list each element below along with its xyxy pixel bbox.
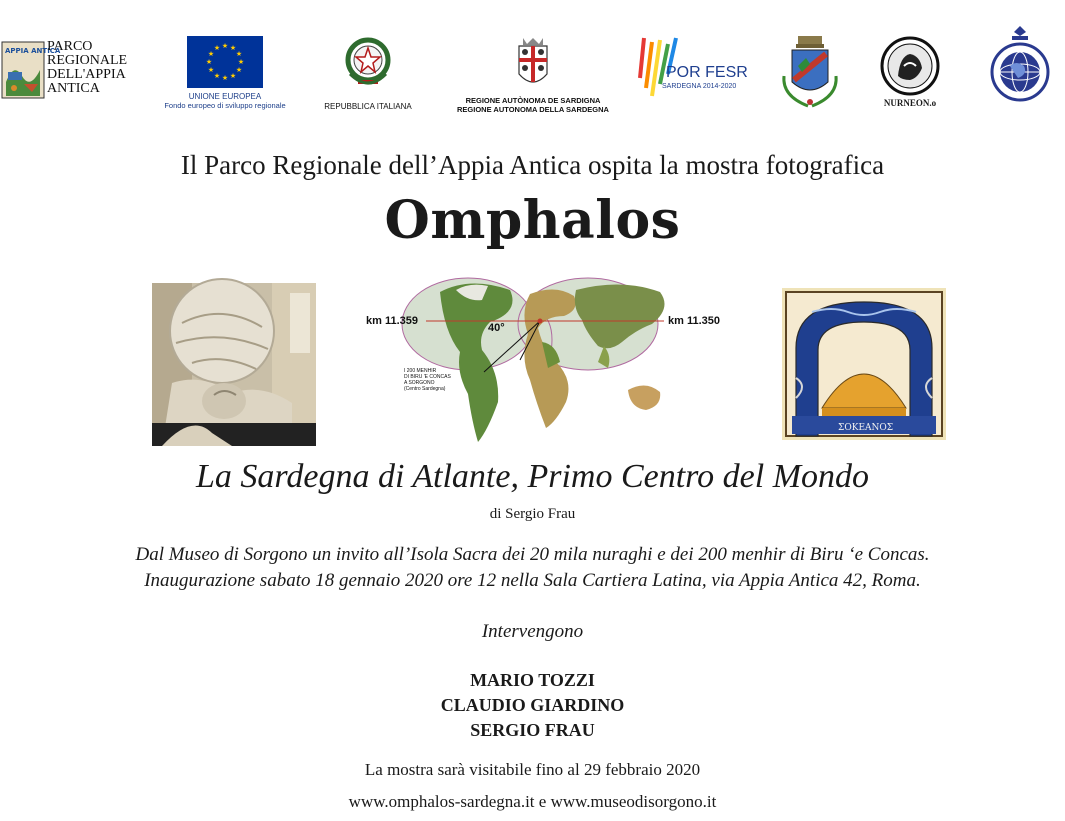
parco-line2: REGIONALE (47, 53, 128, 68)
repubblica-logo (318, 36, 418, 116)
miniature-label: ΣΟΚΕΑΝΟΣ (838, 423, 894, 433)
exhibition-dates: La mostra sarà visitabile fino al 29 febbraio 2020 (364, 760, 701, 779)
map-note-2: DI BIRU 'E CONCAS (404, 374, 451, 380)
svg-text:★: ★ (235, 50, 243, 58)
map-angle: 40° (488, 322, 505, 334)
sorgono-crest-icon (778, 36, 842, 110)
eu-flag-icon (187, 36, 263, 88)
nurneon-logo (875, 36, 945, 112)
map-left-distance: km 11.359 (366, 315, 418, 327)
parco-badge-text: APPIA ANTICA (5, 47, 61, 55)
globe-seal-icon (988, 26, 1052, 106)
svg-text:★: ★ (207, 50, 215, 58)
exhibition-subtitle: Il Parco Regionale dell’Appia Antica ospita la mostra fotografica (180, 150, 885, 180)
society-seal-logo (988, 26, 1052, 106)
svg-text:★: ★ (235, 66, 243, 74)
svg-text:★: ★ (213, 72, 221, 80)
logo-strip (0, 0, 1065, 120)
speaker-2: CLAUDIO GIARDINO (440, 695, 625, 715)
description-line-2: Inaugurazione sabato 18 gennaio 2020 ore 12 nella Sala Cartiera Latina, via Appia Antica 42, Roma. (144, 570, 921, 591)
sardegna-line1: REGIONE AUTÒNOMA DE SARDIGNA (465, 96, 601, 105)
svg-text:★: ★ (221, 42, 229, 50)
nurneon-label: NURNEON.o (883, 98, 937, 108)
eu-line2: Fondo europeo di sviluppo regionale (164, 101, 286, 110)
porfesr-line2: SARDEGNA 2014-2020 (662, 83, 737, 90)
atlas-statue-photo (152, 283, 316, 446)
speaker-1: MARIO TOZZI (470, 670, 595, 690)
description-line-1: Dal Museo di Sorgono un invito all’Isola Sacra dei 20 mila nuraghi e dei 200 menhir di Biru ‘e Concas. (135, 544, 930, 565)
sorgono-crest-logo (778, 36, 842, 112)
parco-line1: PARCO (47, 39, 93, 54)
map-note-1: I 200 MENHIR (404, 368, 437, 374)
porfesr-logo (640, 38, 750, 108)
eu-line1: UNIONE EUROPEA (188, 92, 262, 101)
nurneon-emblem-icon (880, 36, 940, 96)
map-note-4: (Centro Sardegna) (404, 386, 446, 392)
oceanos-miniature (782, 288, 946, 440)
world-map-diagram (360, 272, 740, 450)
speakers-heading: Intervengono (481, 621, 584, 642)
parco-appia-logo (0, 40, 130, 100)
parco-line3: DELL'APPIA (47, 67, 126, 82)
parco-appia-emblem-icon (2, 42, 61, 98)
svg-text:★: ★ (221, 74, 229, 82)
parco-line4: ANTICA (47, 81, 100, 96)
website-links: www.omphalos-sardegna.it e www.museodisorgono.it (348, 792, 717, 811)
sardegna-logo (448, 36, 618, 116)
exhibition-author: di Sergio Frau (489, 506, 576, 522)
exhibition-description (0, 542, 1065, 594)
svg-text:★: ★ (213, 44, 221, 52)
svg-text:★: ★ (207, 66, 215, 74)
repubblica-label: REPUBBLICA ITALIANA (324, 102, 412, 111)
svg-text:★: ★ (205, 58, 213, 66)
italian-emblem-icon (344, 36, 392, 92)
svg-text:★: ★ (229, 44, 237, 52)
speaker-3: SERGIO FRAU (470, 720, 595, 740)
sardegna-line2: REGIONE AUTONOMA DELLA SARDEGNA (457, 105, 609, 114)
sardinia-coat-of-arms-icon (513, 36, 553, 94)
porfesr-line1: POR FESR (666, 64, 748, 81)
exhibition-title: Omphalos (384, 190, 681, 251)
svg-text:★: ★ (229, 72, 237, 80)
eu-logo (155, 36, 295, 116)
map-note-3: A SORGONO (404, 380, 435, 386)
exhibition-tagline: La Sardegna di Atlante, Primo Centro del Mondo (195, 458, 870, 495)
svg-text:★: ★ (237, 58, 245, 66)
map-right-distance: km 11.350 (668, 315, 720, 327)
